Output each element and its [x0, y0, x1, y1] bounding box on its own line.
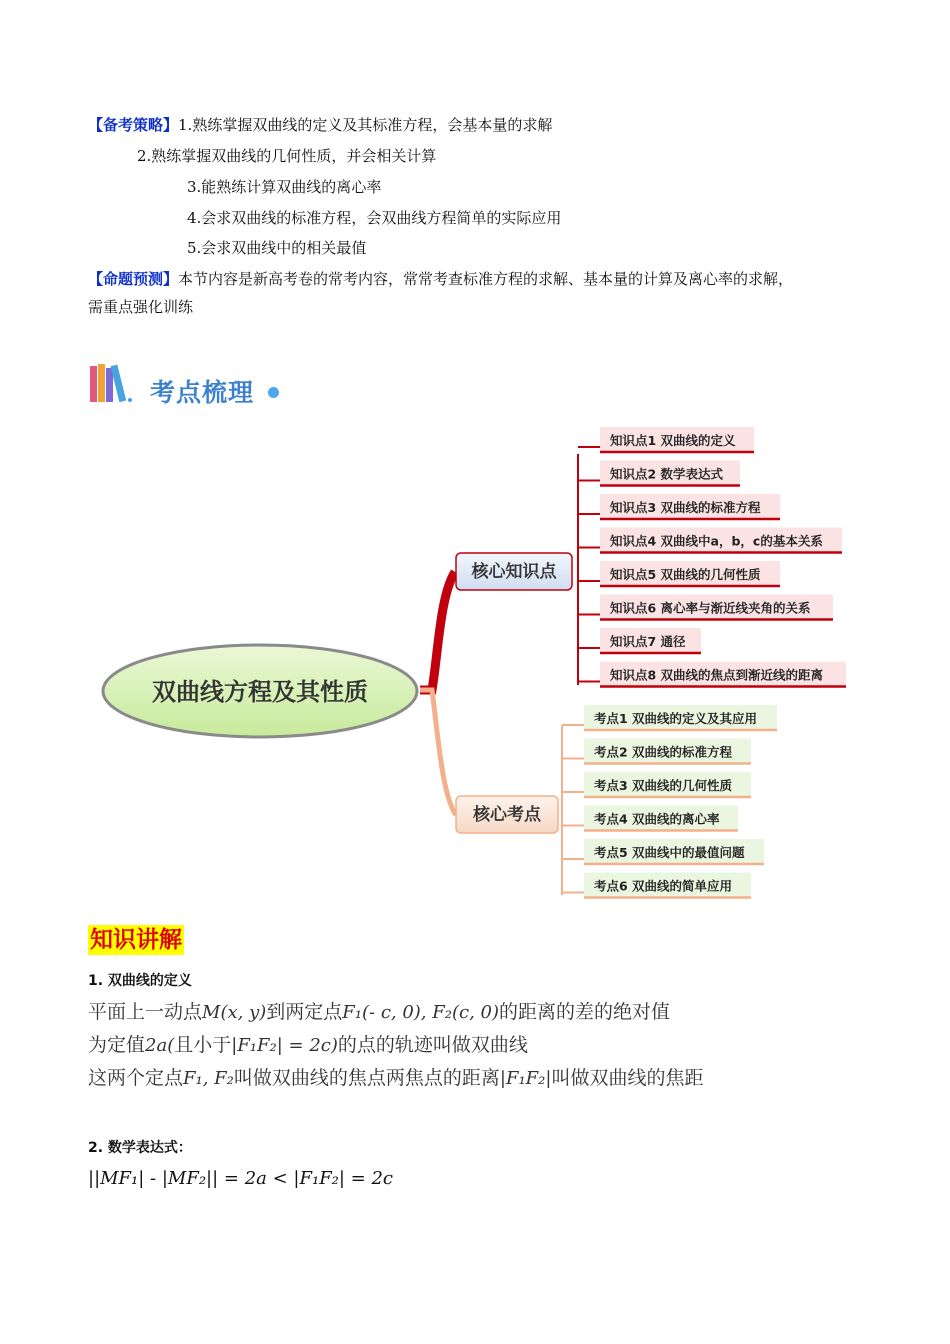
- strategy-item-2: 2.熟练掌握双曲线的几何性质，并会相关计算: [137, 147, 437, 165]
- connector-branch2: [420, 690, 456, 815]
- hyperbola-formula: ||MF₁| - |MF₂|| = 2a < |F₁F₂| = 2c: [88, 1168, 394, 1189]
- branch1-label: 核心知识点: [471, 562, 557, 582]
- def3-text-b: 叫做双曲线的焦点两焦点的距离: [233, 1067, 500, 1089]
- def1-text-a: 平面上一动点: [88, 1001, 203, 1023]
- definition-line-2: [88, 1031, 528, 1060]
- knowledge-point-item-label: 知识点5 双曲线的几何性质: [610, 567, 761, 582]
- def2-text-a: 为定值: [88, 1034, 146, 1056]
- strategy-tag: 【备考策略】: [88, 116, 179, 134]
- exam-point-item-label: 考点2 双曲线的标准方程: [594, 744, 733, 760]
- def2-math-a: 2a(: [145, 1035, 175, 1056]
- forecast-text-2: 需重点强化训练: [88, 298, 194, 316]
- def1-math-b: F₁(- c, 0), F₂(c, 0): [342, 1002, 499, 1023]
- knowledge-point-item-label: 知识点3 双曲线的标准方程: [610, 500, 761, 515]
- strategy-line-1: [88, 115, 552, 135]
- knowledge-heading: 知识讲解: [90, 927, 182, 953]
- knowledge-point-item-label: 知识点8 双曲线的焦点到渐近线的距离: [610, 667, 824, 683]
- mindmap: [0, 415, 950, 910]
- connector-branch1: [420, 572, 455, 690]
- def2-text-c: 的点的轨迹叫做双曲线: [337, 1034, 528, 1056]
- strategy-item-3: 3.能熟练计算双曲线的离心率: [187, 178, 382, 196]
- section-title: 考点梳理: [150, 378, 255, 407]
- section-dot: [268, 387, 279, 398]
- def1-math-a: M(x, y): [202, 1002, 267, 1023]
- exam-point-item-label: 考点1 双曲线的定义及其应用: [594, 711, 758, 726]
- forecast-line-1: [88, 269, 793, 289]
- def3-math-b: |F₁F₂|: [499, 1068, 552, 1089]
- item1-title: 1. 双曲线的定义: [88, 973, 192, 989]
- strategy-item-1: 1.熟练掌握双曲线的定义及其标准方程，会基本量的求解: [178, 116, 553, 134]
- def1-text-b: 到两定点: [266, 1001, 343, 1023]
- knowledge-point-item-label: 知识点1 双曲线的定义: [610, 433, 736, 448]
- root-label: 双曲线方程及其性质: [152, 678, 368, 706]
- def3-text-c: 叫做双曲线的焦距: [551, 1067, 704, 1089]
- def1-text-c: 的距离的差的绝对值: [498, 1001, 670, 1023]
- definition-line-1: [88, 998, 670, 1027]
- books-icon: [88, 362, 132, 404]
- exam-point-item-label: 考点4 双曲线的离心率: [594, 811, 720, 827]
- def2-text-b: 且小于: [174, 1034, 232, 1056]
- def3-math-a: F₁, F₂: [183, 1068, 234, 1089]
- exam-point-item-label: 考点5 双曲线中的最值问题: [594, 845, 745, 860]
- branch2-label: 核心考点: [473, 805, 541, 825]
- strategy-item-4: 4.会求双曲线的标准方程，会双曲线方程简单的实际应用: [187, 209, 562, 227]
- def2-math-b: |F₁F₂| = 2c): [231, 1035, 338, 1056]
- exam-point-item-label: 考点6 双曲线的简单应用: [594, 878, 733, 894]
- def3-text-a: 这两个定点: [88, 1067, 184, 1089]
- forecast-tag: 【命题预测】: [88, 270, 179, 288]
- strategy-item-5: 5.会求双曲线中的相关最值: [187, 239, 367, 257]
- exam-point-item-label: 考点3 双曲线的几何性质: [594, 778, 733, 793]
- knowledge-point-item-label: 知识点4 双曲线中a，b，c的基本关系: [610, 533, 823, 549]
- forecast-text-1: 本节内容是新高考卷的常考内容，常常考查标准方程的求解、基本量的计算及离心率的求解，: [178, 270, 794, 288]
- definition-line-3: [88, 1064, 703, 1093]
- item2-title: 2. 数学表达式：: [88, 1140, 192, 1156]
- knowledge-point-item-label: 知识点7 通径: [610, 634, 686, 649]
- knowledge-point-item-label: 知识点6 离心率与渐近线夹角的关系: [610, 600, 811, 616]
- knowledge-point-item-label: 知识点2 数学表达式: [610, 466, 724, 482]
